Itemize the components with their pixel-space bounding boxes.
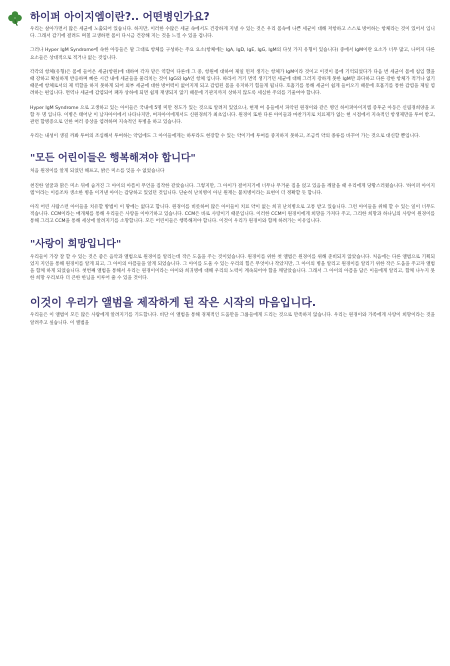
section-heading: 이것이 우리가 앨범을 제작하게 된 작은 시작의 마음입니다. bbox=[30, 296, 317, 310]
paragraph: 우리들이 가장 잘 할 수 있는 것은 좋은 음악과 앨범으로 원경이를 알리는데 작은 도움을 주는 것이었습니다. 원경이를 위한 첫 앨범은 원경이를 위해 준비되지 않았습니다. 처음에는 다른 앨범으로 기획되었지 지인을 통해 원경이를 알게 되고, 그 아이의 아픔들을 알게 되었습니다. 그 아이를 도울 수 있는 우리의 힘은 무엇이나 작았지만, 그 아이의 병을 알리고 원경이를 알리기 위한 작은 도움을 주고자 앨범을 함께 하게 되었습니다. 첫번째 앨범을 통해서 우리는 원경이이라는 아이와 희귀병에 대해 우리의 노력이 계속되어야 함을 깨달았습니다. 그래서 그 아이의 아픔을 담은 이들에게 알리고, 함께 나누지 못한 희망 우리보다 더 큰한 한님을 이루어 줄 수 있을 것이다. bbox=[30, 254, 435, 282]
section-intro bbox=[30, 10, 435, 140]
section-happiness bbox=[30, 152, 435, 225]
paragraph: 우리는 살아가면서 많은 세균에 노출되어 있습니다. 하지만, 이러한 수많은 세균 속에서도 건강하게 지낼 수 있는 것은 우리 몸속에 나쁜 세균이 대해 저항하고 스스로 방어하는 항체라는 것이 있어서 입니다. 그래서 감기에 걸려도 며칠 고생하면 몸이 다시금 건강해 지는 것을 느낄 수 있을 겁니다. bbox=[30, 27, 435, 40]
clover-icon bbox=[7, 10, 23, 26]
section-heading: "사랑이 희망입니다" bbox=[30, 238, 122, 250]
section-hope bbox=[30, 238, 435, 283]
section-heading: "모든 어린이들은 행복해져야 합니다" bbox=[30, 153, 196, 165]
paragraph: 각각의 항체(유형)은 몸에 들어온 세균(항원)에 대하여 각자 맡은 역할이 다른데 그 중, 항원에 대하여 제일 먼저 생기는 항체가 IgM이라 것이고 이것이 몸에 기억되었다가 다음 번 세균이 몸에 침입 했을 때 강하고 확실하게 반응하며 빠른 시간 내에 세균들을 물리치는 것이 IgG와 IgA인 항체 입니다. 따라서 거기 면역 생기거던 세균에 대해 그러지 강하게 못한 IgM만 과다하고 다른 강한 항체가 적거나 없기 때문에 항체로서의 제 역할을 하지 못하게 되어 외부 세균에 대한 방어력이 없어지게 되고 감염된 몸을 유지하기 힘들게 됩니다. 호흡기를 통해 세균이 쉽게 들어오기 때문에 호흡기를 통한 감염을 제일 염려하는 편입니다. 면역나 세균에 감염되어 패자 상하에 되면 쉽게 재생되지 않기 때문에 기관지까지 상하지 않도록 세심한 주의를 기울여야 합니다. bbox=[30, 69, 435, 97]
paragraph: 그러나 Hyper IgM Syndrome에 속한 아동들은 말 그대로 항체를 구성하는 주요 요소(항체에는 IgA, IgD, IgE, IgG, IgM의 다섯 가지 유형이 있습니다) 중에서 IgM이란 요소가 너무 많고, 나머지 다른 요소들은 상대적으로 적거나 없는 것입니다. bbox=[30, 48, 435, 61]
paragraph: 아직 어린 사람스런 아이들을 치유할 방법이 이 땅에는 없다고 합니다. 원경이를 비롯하여 많은 아이들이 치료 약이 없는 희귀 난치병으로 고통 받고 있습니다. 그런 아이들을 위해 할 수 있는 일이 너무도 적습니다. CCM이라는 매개체를 통해 우리들은 사랑을 이야기하고 있습니다. CCM은 바로 사랑이기 때문입니다. 이러한 CCM이 원경이에게 희망을 가져다 주고, 그리한 희망과 하나님의 사랑이 원경이를 통해 그리고 CCM을 통해 세상에 알려지기를 소망합니다. 모든 어린이들은 행복해져야 합니다. 이것이 우리가 원경이와 함께 하려가는 이유입니다. bbox=[30, 205, 435, 225]
paragraph: 우리들은 이 앨범이 모든 많은 사람에게 알려지기를 기도합니다. 비단 이 앨범을 통해 경제적인 도움만을 그룹들에게 드리는 것으로 만족하지 않습니다. 우리는 원경이와 가족에게 사랑이 희망이라는 것을 알려주고 싶습니다. 이 앨범을 bbox=[30, 313, 435, 326]
paragraph: 우리는 내성이 생길 까봐 투여의 조심해서 투여하는 약임에도 그 아이들에게는 하루라도 현장할 수 있는 약이기에 투여를 중지하지 못하고, 조금씩 약의 종류를 바꾸어 가는 것으로 대신할 뿐입니다. bbox=[30, 134, 421, 140]
section-heading: 하이퍼 아이지엠이란?.. 어떤병인가요? bbox=[30, 11, 210, 23]
document-content bbox=[30, 10, 435, 334]
paragraph: 천진한 얼굴과 맑은 미소 뒤에 숨겨진 그 아이의 아픔이 무언을 짐작한 같았습니다. 그렇지만, 그 아이가 걸어지기에 너무나 무거운 짐을 얹고 있음을 깨달을 때 우리에게 당황스러웠습니다. '하이퍼 아이지엠'이라는 이름조차 생소한 병을 이겨낸 아이는 갑당하고 있었던 것입니다. 단순히 난치병이 아닌 원재는 불치병이라는 표현이 더 정확할 듯 합니다. bbox=[30, 183, 435, 196]
section-album bbox=[30, 296, 435, 326]
paragraph: 처음 원경이를 알게 되었던 해프고, 밝은 미소를 잊을 수 없었습니다 bbox=[30, 169, 165, 175]
paragraph: Hyper IgM Syndrome 으로 고생하고 있는 아이들은 국내에 5명 미만 정도가 있는 것으로 알려져 있었으나, 현재 여 웅들에서 파악된 원경이와 같은 병인 하이퍼아이지엠 증후군 아동은 신림경희양을 포함 두 명 입니다. 이병은 태어난 이 남자아이에서 나타나지만, 여자아이에게서도 신원경희가 최초입니다. 원경이 또한 다른 아이들과 마찬가지로 치료제가 없는 현 시점에서 지속적인 항생제만을 투여 받고, 관련 합병증으로 인한 여러 증상을 염려하며 지속적인 투병을 하고 있습니다. bbox=[30, 105, 435, 126]
